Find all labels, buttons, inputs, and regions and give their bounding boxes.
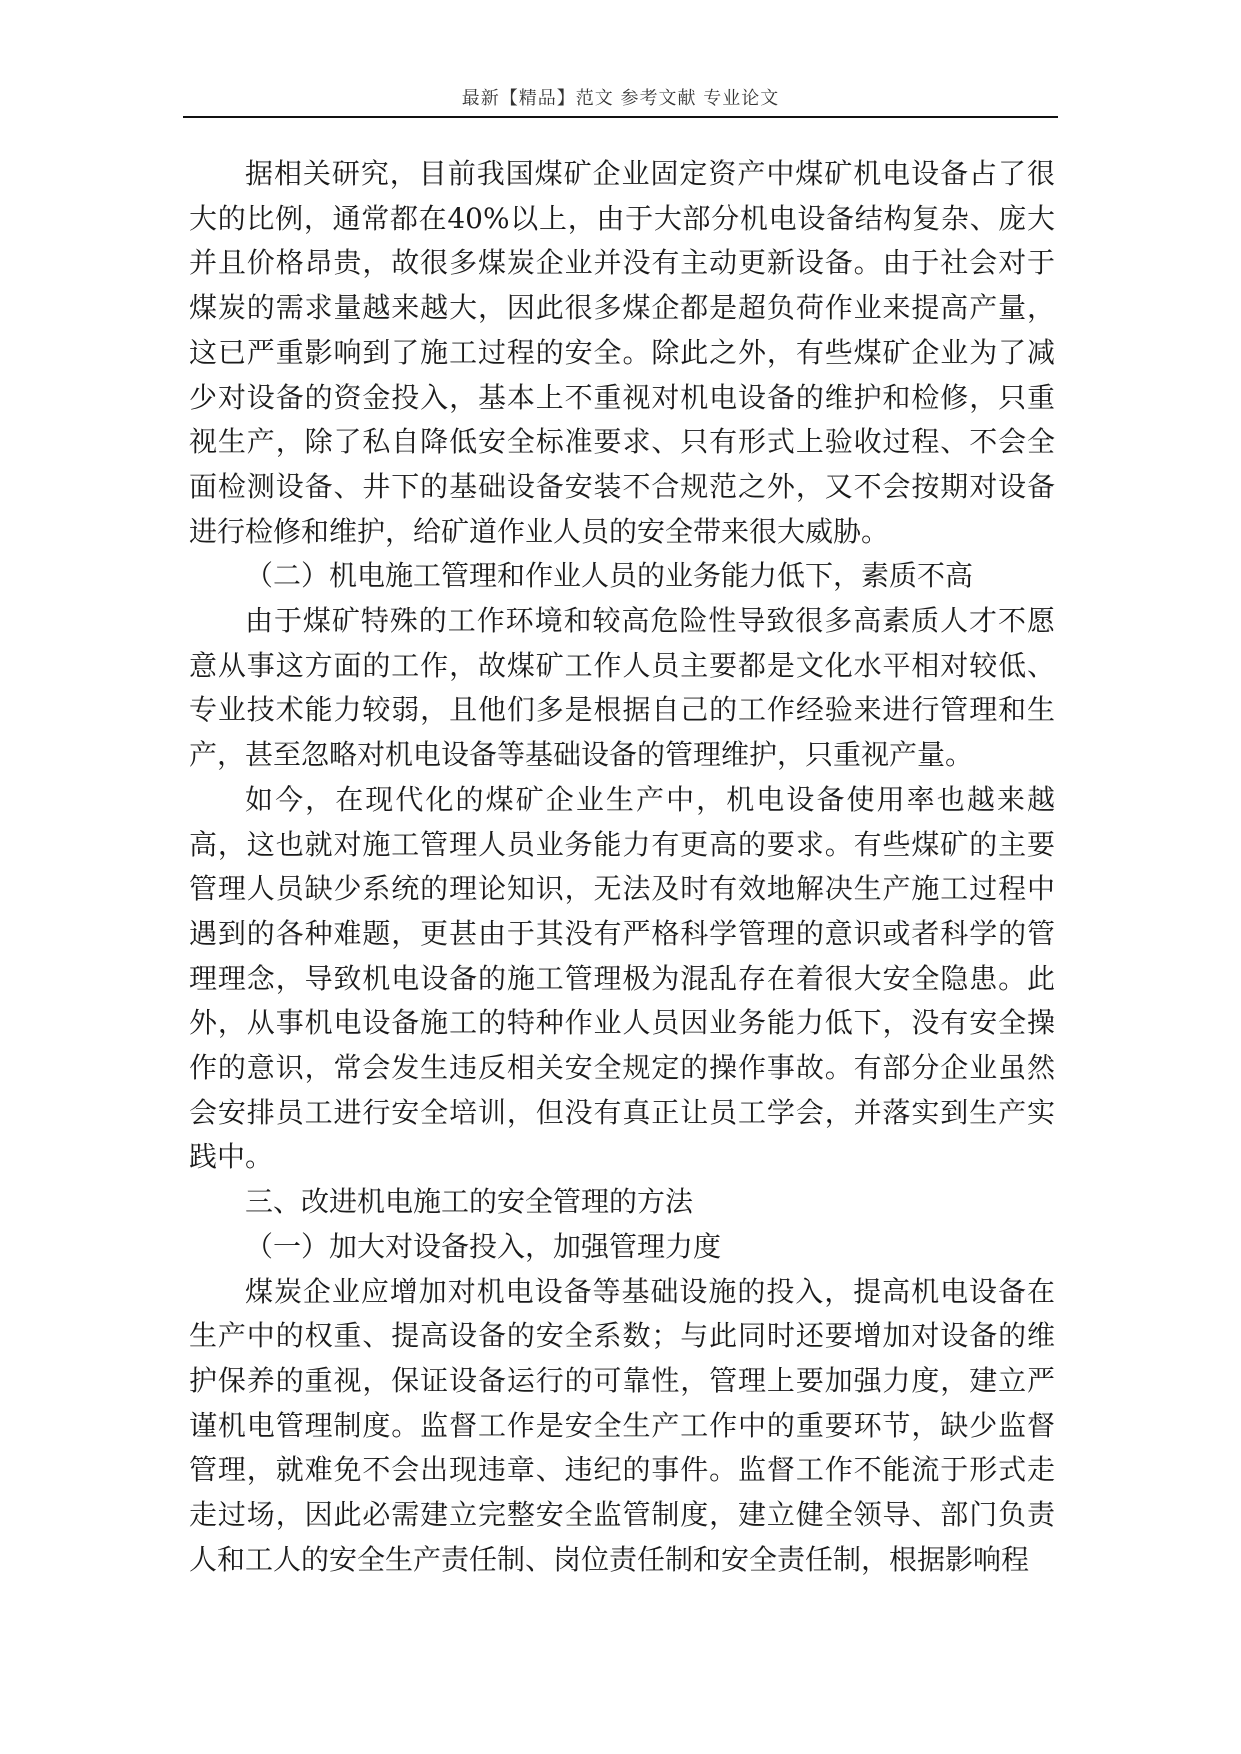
- page-header: 最新【精品】范文 参考文献 专业论文: [461, 88, 780, 109]
- paragraph-workforce-quality: 由于煤矿特殊的工作环境和较高危险性导致很多高素质人才不愿意从事这方面的工作，故煤矿工作人员主要都是文化水平相对较低、专业技术能力较弱，且他们多是根据自己的工作经验来进行管理和生产，甚至忽略对机电设备等基础设备的管理维护，只重视产量。: [189, 604, 1055, 772]
- section-heading-3: 三、改进机电施工的安全管理的方法: [245, 1185, 694, 1219]
- paragraph-equipment-status: 据相关研究，目前我国煤矿企业固定资产中煤矿机电设备占了很大的比例，通常都在40%以上，由于大部分机电设备结构复杂、庞大并且价格昂贵，故很多煤炭企业并没有主动更新设备。由于社会对于煤炭的需求量越来越大，因此很多煤企都是超负荷作业来提高产量，这已严重影响到了施工过程的安全。除此之外，有些煤矿企业为了减少对设备的资金投入，基本上不重视对机电设备的维护和检修，只重视生产，除了私自降低安全标准要求、只有形式上验收过程、不会全面检测设备、井下的基础设备安装不合规范之外，又不会按期对设备进行检修和维护，给矿道作业人员的安全带来很大威胁。: [189, 157, 1055, 548]
- subsection-heading-1: （一）加大对设备投入，加强管理力度: [245, 1229, 722, 1263]
- paragraph-management-capability: 如今，在现代化的煤矿企业生产中，机电设备使用率也越来越高，这也就对施工管理人员业务能力有更高的要求。有些煤矿的主要管理人员缺少系统的理论知识，无法及时有效地解决生产施工过程中遇到的各种难题，更甚由于其没有严格科学管理的意识或者科学的管理理念，导致机电设备的施工管理极为混乱存在着很大安全隐患。此外，从事机电设备施工的特种作业人员因业务能力低下，没有安全操作的意识，常会发生违反相关安全规定的操作事故。有部分企业虽然会安排员工进行安全培训，但没有真正让员工学会，并落实到生产实践中。: [189, 782, 1055, 1174]
- section-heading-2: （二）机电施工管理和作业人员的业务能力低下，素质不高: [245, 559, 974, 593]
- paragraph-equipment-investment: 煤炭企业应增加对机电设备等基础设施的投入，提高机电设备在生产中的权重、提高设备的安全系数；与此同时还要增加对设备的维护保养的重视，保证设备运行的可靠性，管理上要加强力度，建立严谨机电管理制度。监督工作是安全生产工作中的重要环节，缺少监督管理，就难免不会出现违章、违纪的事件。监督工作不能流于形式走走过场，因此必需建立完整安全监管制度，建立健全领导、部门负责人和工人的安全生产责任制、岗位责任制和安全责任制，根据影响程: [189, 1274, 1055, 1576]
- header-divider: [183, 116, 1058, 118]
- document-body: [189, 152, 1055, 1583]
